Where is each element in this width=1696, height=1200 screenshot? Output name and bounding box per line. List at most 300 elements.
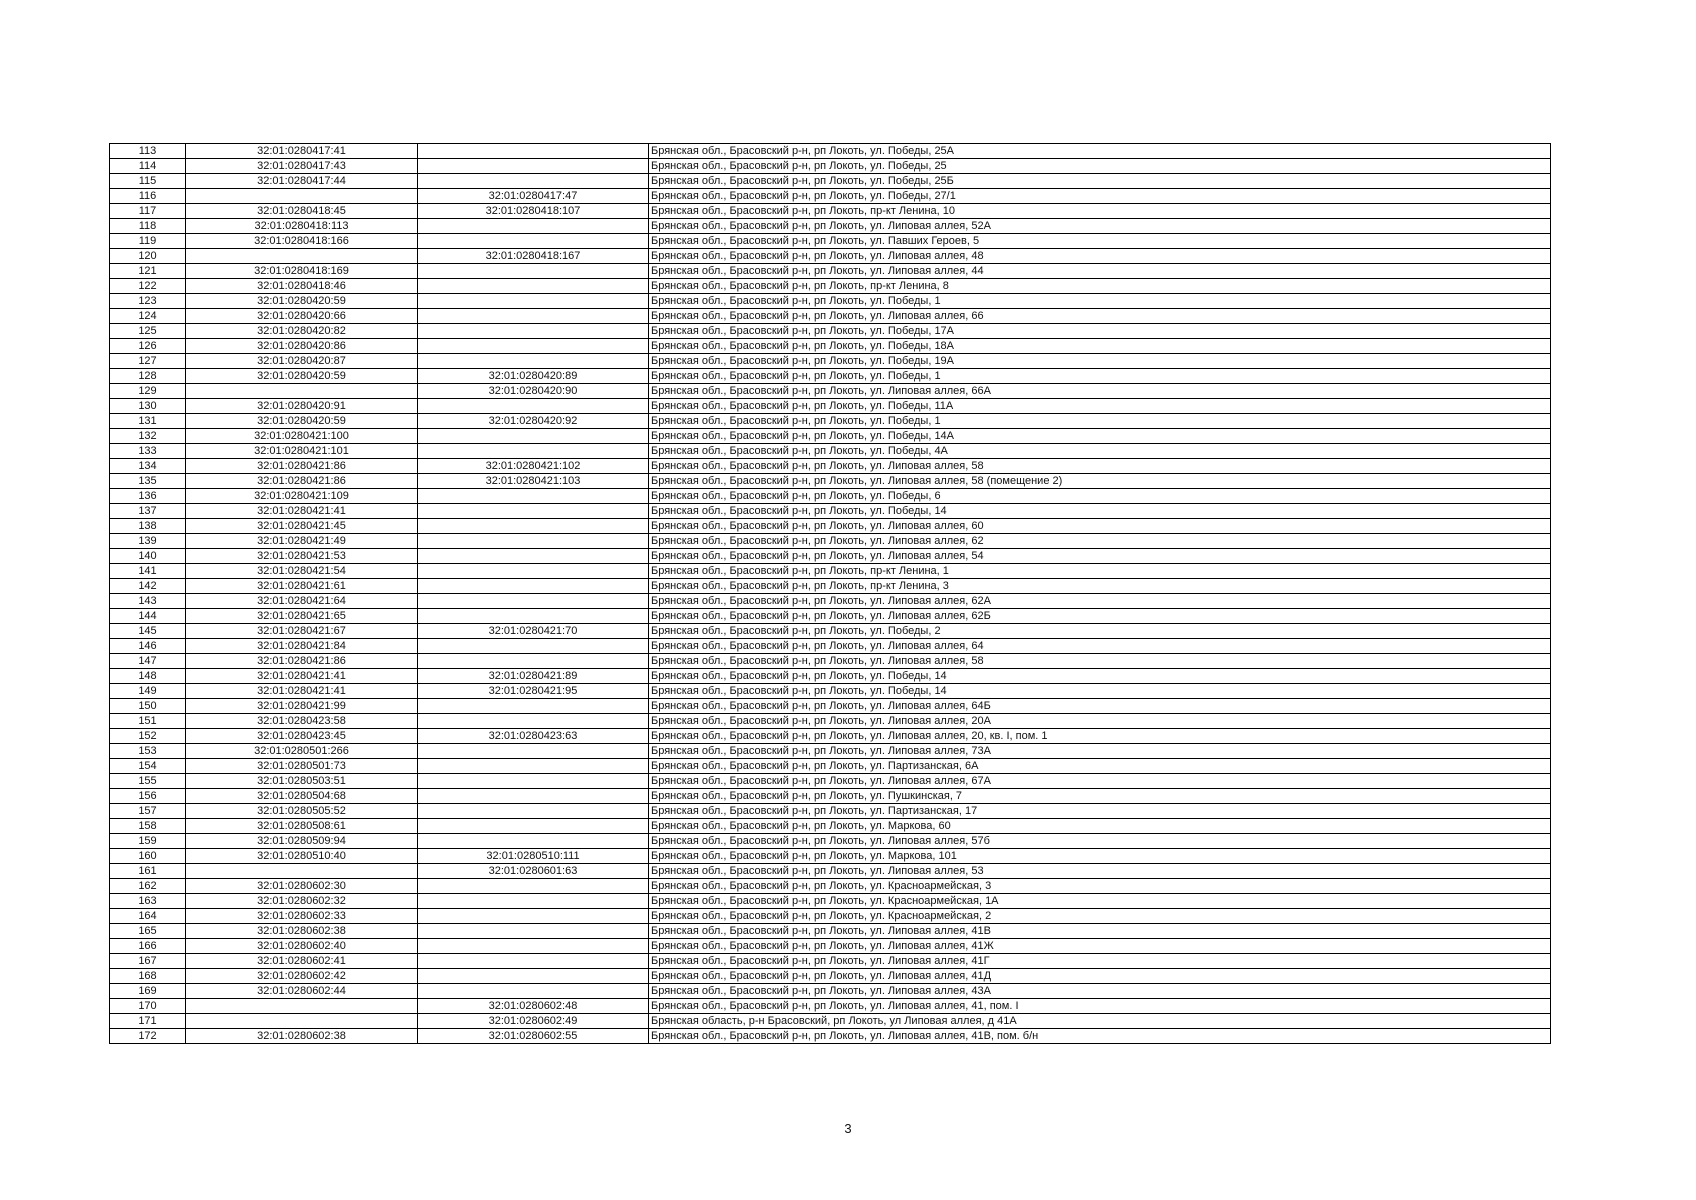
address-cell: Брянская обл., Брасовский р-н, рп Локоть, ул. Липовая аллея, 48	[649, 249, 1551, 264]
address-cell: Брянская обл., Брасовский р-н, рп Локоть, ул. Победы, 27/1	[649, 189, 1551, 204]
row-number-cell: 143	[110, 594, 186, 609]
address-cell: Брянская обл., Брасовский р-н, рп Локоть, ул. Победы, 18А	[649, 339, 1551, 354]
table-row	[110, 324, 1551, 339]
table-row	[110, 864, 1551, 879]
related-cadastral-number-cell	[418, 699, 649, 714]
address-cell: Брянская область, р-н Брасовский, рп Локоть, ул Липовая аллея, д 41А	[649, 1014, 1551, 1029]
cadastral-number-cell: 32:01:0280421:41	[186, 684, 418, 699]
page-number: 3	[844, 1121, 852, 1136]
related-cadastral-number-cell	[418, 954, 649, 969]
address-cell: Брянская обл., Брасовский р-н, рп Локоть, ул. Красноармейская, 3	[649, 879, 1551, 894]
related-cadastral-number-cell: 32:01:0280423:63	[418, 729, 649, 744]
cadastral-number-cell: 32:01:0280602:32	[186, 894, 418, 909]
related-cadastral-number-cell	[418, 564, 649, 579]
table-row	[110, 924, 1551, 939]
table-row	[110, 744, 1551, 759]
table-row	[110, 159, 1551, 174]
cadastral-number-cell: 32:01:0280420:59	[186, 294, 418, 309]
table-row	[110, 909, 1551, 924]
cadastral-number-cell: 32:01:0280420:87	[186, 354, 418, 369]
table-row	[110, 279, 1551, 294]
cadastral-number-cell: 32:01:0280421:41	[186, 669, 418, 684]
row-number-cell: 172	[110, 1029, 186, 1044]
cadastral-number-cell: 32:01:0280417:44	[186, 174, 418, 189]
row-number-cell: 119	[110, 234, 186, 249]
table-row	[110, 519, 1551, 534]
related-cadastral-number-cell	[418, 579, 649, 594]
address-cell: Брянская обл., Брасовский р-н, рп Локоть, ул. Победы, 1	[649, 369, 1551, 384]
row-number-cell: 120	[110, 249, 186, 264]
table-row	[110, 234, 1551, 249]
cadastral-number-cell: 32:01:0280421:86	[186, 459, 418, 474]
cadastral-number-cell: 32:01:0280418:169	[186, 264, 418, 279]
cadastral-number-cell: 32:01:0280602:33	[186, 909, 418, 924]
row-number-cell: 157	[110, 804, 186, 819]
row-number-cell: 129	[110, 384, 186, 399]
address-cell: Брянская обл., Брасовский р-н, рп Локоть, ул. Липовая аллея, 73А	[649, 744, 1551, 759]
row-number-cell: 121	[110, 264, 186, 279]
address-cell: Брянская обл., Брасовский р-н, рп Локоть, ул. Липовая аллея, 52А	[649, 219, 1551, 234]
cadastral-number-cell: 32:01:0280421:65	[186, 609, 418, 624]
address-cell: Брянская обл., Брасовский р-н, рп Локоть, ул. Маркова, 60	[649, 819, 1551, 834]
row-number-cell: 153	[110, 744, 186, 759]
table-row	[110, 954, 1551, 969]
address-cell: Брянская обл., Брасовский р-н, рп Локоть, ул. Победы, 25Б	[649, 174, 1551, 189]
address-cell: Брянская обл., Брасовский р-н, рп Локоть, ул. Липовая аллея, 54	[649, 549, 1551, 564]
address-cell: Брянская обл., Брасовский р-н, рп Локоть, ул. Липовая аллея, 43А	[649, 984, 1551, 999]
table-row	[110, 249, 1551, 264]
address-cell: Брянская обл., Брасовский р-н, рп Локоть, ул. Липовая аллея, 44	[649, 264, 1551, 279]
address-cell: Брянская обл., Брасовский р-н, рп Локоть, ул. Липовая аллея, 41Д	[649, 969, 1551, 984]
row-number-cell: 122	[110, 279, 186, 294]
row-number-cell: 130	[110, 399, 186, 414]
row-number-cell: 156	[110, 789, 186, 804]
row-number-cell: 127	[110, 354, 186, 369]
table-row	[110, 804, 1551, 819]
row-number-cell: 158	[110, 819, 186, 834]
table-row	[110, 339, 1551, 354]
related-cadastral-number-cell	[418, 174, 649, 189]
table-row	[110, 474, 1551, 489]
related-cadastral-number-cell	[418, 159, 649, 174]
table-row	[110, 759, 1551, 774]
cadastral-table	[109, 143, 1551, 1044]
address-cell: Брянская обл., Брасовский р-н, рп Локоть, ул. Партизанская, 17	[649, 804, 1551, 819]
table-body	[110, 144, 1551, 1044]
table-row	[110, 429, 1551, 444]
related-cadastral-number-cell	[418, 264, 649, 279]
cadastral-number-cell: 32:01:0280602:38	[186, 1029, 418, 1044]
cadastral-number-cell: 32:01:0280421:53	[186, 549, 418, 564]
address-cell: Брянская обл., Брасовский р-н, рп Локоть, ул. Липовая аллея, 41В	[649, 924, 1551, 939]
table-row	[110, 849, 1551, 864]
table-row	[110, 819, 1551, 834]
cadastral-number-cell: 32:01:0280421:86	[186, 474, 418, 489]
address-cell: Брянская обл., Брасовский р-н, рп Локоть, ул. Липовая аллея, 58	[649, 654, 1551, 669]
address-cell: Брянская обл., Брасовский р-н, рп Локоть, ул. Победы, 6	[649, 489, 1551, 504]
cadastral-number-cell: 32:01:0280421:109	[186, 489, 418, 504]
table-row	[110, 684, 1551, 699]
row-number-cell: 160	[110, 849, 186, 864]
address-cell: Брянская обл., Брасовский р-н, рп Локоть, ул. Липовая аллея, 41В, пом. б/н	[649, 1029, 1551, 1044]
table-row	[110, 414, 1551, 429]
related-cadastral-number-cell: 32:01:0280601:63	[418, 864, 649, 879]
row-number-cell: 163	[110, 894, 186, 909]
row-number-cell: 128	[110, 369, 186, 384]
address-cell: Брянская обл., Брасовский р-н, рп Локоть, ул. Липовая аллея, 41Г	[649, 954, 1551, 969]
related-cadastral-number-cell: 32:01:0280602:49	[418, 1014, 649, 1029]
address-cell: Брянская обл., Брасовский р-н, рп Локоть, ул. Липовая аллея, 41, пом. I	[649, 999, 1551, 1014]
related-cadastral-number-cell	[418, 609, 649, 624]
cadastral-number-cell: 32:01:0280417:41	[186, 144, 418, 159]
row-number-cell: 162	[110, 879, 186, 894]
table-row	[110, 459, 1551, 474]
related-cadastral-number-cell	[418, 399, 649, 414]
related-cadastral-number-cell: 32:01:0280420:89	[418, 369, 649, 384]
address-cell: Брянская обл., Брасовский р-н, рп Локоть, ул. Победы, 1	[649, 414, 1551, 429]
cadastral-number-cell	[186, 384, 418, 399]
address-cell: Брянская обл., Брасовский р-н, рп Локоть, ул. Победы, 25А	[649, 144, 1551, 159]
row-number-cell: 144	[110, 609, 186, 624]
table-row	[110, 714, 1551, 729]
row-number-cell: 161	[110, 864, 186, 879]
related-cadastral-number-cell	[418, 534, 649, 549]
address-cell: Брянская обл., Брасовский р-н, рп Локоть, ул. Липовая аллея, 62Б	[649, 609, 1551, 624]
row-number-cell: 145	[110, 624, 186, 639]
cadastral-number-cell: 32:01:0280509:94	[186, 834, 418, 849]
cadastral-number-cell: 32:01:0280503:51	[186, 774, 418, 789]
table-row	[110, 624, 1551, 639]
row-number-cell: 138	[110, 519, 186, 534]
cadastral-number-cell: 32:01:0280421:100	[186, 429, 418, 444]
row-number-cell: 116	[110, 189, 186, 204]
address-cell: Брянская обл., Брасовский р-н, рп Локоть, ул. Липовая аллея, 66А	[649, 384, 1551, 399]
row-number-cell: 149	[110, 684, 186, 699]
table-row	[110, 399, 1551, 414]
table-row	[110, 534, 1551, 549]
cadastral-number-cell	[186, 999, 418, 1014]
related-cadastral-number-cell: 32:01:0280420:92	[418, 414, 649, 429]
related-cadastral-number-cell	[418, 324, 649, 339]
address-cell: Брянская обл., Брасовский р-н, рп Локоть, ул. Липовая аллея, 67А	[649, 774, 1551, 789]
related-cadastral-number-cell	[418, 759, 649, 774]
row-number-cell: 154	[110, 759, 186, 774]
row-number-cell: 155	[110, 774, 186, 789]
row-number-cell: 170	[110, 999, 186, 1014]
related-cadastral-number-cell	[418, 879, 649, 894]
cadastral-number-cell	[186, 864, 418, 879]
related-cadastral-number-cell	[418, 774, 649, 789]
related-cadastral-number-cell	[418, 354, 649, 369]
table-row	[110, 699, 1551, 714]
table-row	[110, 444, 1551, 459]
address-cell: Брянская обл., Брасовский р-н, рп Локоть, ул. Павших Героев, 5	[649, 234, 1551, 249]
row-number-cell: 113	[110, 144, 186, 159]
table-row	[110, 894, 1551, 909]
table-row	[110, 654, 1551, 669]
row-number-cell: 164	[110, 909, 186, 924]
table-row	[110, 939, 1551, 954]
address-cell: Брянская обл., Брасовский р-н, рп Локоть, ул. Победы, 14А	[649, 429, 1551, 444]
address-cell: Брянская обл., Брасовский р-н, рп Локоть, ул. Маркова, 101	[649, 849, 1551, 864]
cadastral-number-cell: 32:01:0280420:82	[186, 324, 418, 339]
address-cell: Брянская обл., Брасовский р-н, рп Локоть, ул. Липовая аллея, 58 (помещение 2)	[649, 474, 1551, 489]
related-cadastral-number-cell	[418, 519, 649, 534]
related-cadastral-number-cell: 32:01:0280421:70	[418, 624, 649, 639]
cadastral-number-cell: 32:01:0280417:43	[186, 159, 418, 174]
cadastral-number-cell: 32:01:0280420:86	[186, 339, 418, 354]
cadastral-number-cell: 32:01:0280602:44	[186, 984, 418, 999]
related-cadastral-number-cell	[418, 429, 649, 444]
address-cell: Брянская обл., Брасовский р-н, рп Локоть, ул. Победы, 1	[649, 294, 1551, 309]
address-cell: Брянская обл., Брасовский р-н, рп Локоть, ул. Красноармейская, 1А	[649, 894, 1551, 909]
cadastral-number-cell: 32:01:0280504:68	[186, 789, 418, 804]
address-cell: Брянская обл., Брасовский р-н, рп Локоть, ул. Липовая аллея, 64Б	[649, 699, 1551, 714]
row-number-cell: 139	[110, 534, 186, 549]
related-cadastral-number-cell	[418, 744, 649, 759]
address-cell: Брянская обл., Брасовский р-н, рп Локоть, ул. Липовая аллея, 62А	[649, 594, 1551, 609]
address-cell: Брянская обл., Брасовский р-н, рп Локоть, ул. Липовая аллея, 66	[649, 309, 1551, 324]
address-cell: Брянская обл., Брасовский р-н, рп Локоть, ул. Победы, 19А	[649, 354, 1551, 369]
row-number-cell: 142	[110, 579, 186, 594]
row-number-cell: 117	[110, 204, 186, 219]
cadastral-number-cell: 32:01:0280420:66	[186, 309, 418, 324]
table-row	[110, 354, 1551, 369]
row-number-cell: 151	[110, 714, 186, 729]
related-cadastral-number-cell	[418, 234, 649, 249]
cadastral-number-cell: 32:01:0280418:46	[186, 279, 418, 294]
table-row	[110, 1029, 1551, 1044]
address-cell: Брянская обл., Брасовский р-н, рп Локоть, пр-кт Ленина, 3	[649, 579, 1551, 594]
address-cell: Брянская обл., Брасовский р-н, рп Локоть, ул. Липовая аллея, 41Ж	[649, 939, 1551, 954]
cadastral-number-cell: 32:01:0280421:84	[186, 639, 418, 654]
related-cadastral-number-cell: 32:01:0280418:107	[418, 204, 649, 219]
related-cadastral-number-cell	[418, 594, 649, 609]
table-row	[110, 489, 1551, 504]
cadastral-number-cell: 32:01:0280505:52	[186, 804, 418, 819]
related-cadastral-number-cell	[418, 789, 649, 804]
related-cadastral-number-cell: 32:01:0280602:48	[418, 999, 649, 1014]
table-row	[110, 504, 1551, 519]
table-row	[110, 594, 1551, 609]
row-number-cell: 165	[110, 924, 186, 939]
row-number-cell: 118	[110, 219, 186, 234]
cadastral-number-cell: 32:01:0280418:166	[186, 234, 418, 249]
table-row	[110, 774, 1551, 789]
related-cadastral-number-cell	[418, 309, 649, 324]
cadastral-number-cell	[186, 1014, 418, 1029]
row-number-cell: 140	[110, 549, 186, 564]
row-number-cell: 147	[110, 654, 186, 669]
table-row	[110, 609, 1551, 624]
address-cell: Брянская обл., Брасовский р-н, рп Локоть, пр-кт Ленина, 10	[649, 204, 1551, 219]
related-cadastral-number-cell	[418, 144, 649, 159]
address-cell: Брянская обл., Брасовский р-н, рп Локоть, пр-кт Ленина, 8	[649, 279, 1551, 294]
row-number-cell: 134	[110, 459, 186, 474]
table-row	[110, 384, 1551, 399]
table-row	[110, 984, 1551, 999]
address-cell: Брянская обл., Брасовский р-н, рп Локоть, ул. Липовая аллея, 20, кв. I, пом. 1	[649, 729, 1551, 744]
cadastral-number-cell: 32:01:0280420:59	[186, 414, 418, 429]
row-number-cell: 169	[110, 984, 186, 999]
related-cadastral-number-cell: 32:01:0280510:111	[418, 849, 649, 864]
address-cell: Брянская обл., Брасовский р-н, рп Локоть, ул. Победы, 17А	[649, 324, 1551, 339]
cadastral-number-cell: 32:01:0280423:45	[186, 729, 418, 744]
related-cadastral-number-cell	[418, 219, 649, 234]
related-cadastral-number-cell	[418, 894, 649, 909]
cadastral-number-cell: 32:01:0280418:113	[186, 219, 418, 234]
row-number-cell: 168	[110, 969, 186, 984]
table-row	[110, 999, 1551, 1014]
row-number-cell: 123	[110, 294, 186, 309]
table-row	[110, 834, 1551, 849]
row-number-cell: 124	[110, 309, 186, 324]
related-cadastral-number-cell	[418, 339, 649, 354]
related-cadastral-number-cell	[418, 294, 649, 309]
cadastral-number-cell: 32:01:0280423:58	[186, 714, 418, 729]
related-cadastral-number-cell	[418, 909, 649, 924]
related-cadastral-number-cell	[418, 504, 649, 519]
related-cadastral-number-cell	[418, 714, 649, 729]
cadastral-number-cell	[186, 189, 418, 204]
related-cadastral-number-cell	[418, 489, 649, 504]
related-cadastral-number-cell	[418, 654, 649, 669]
row-number-cell: 166	[110, 939, 186, 954]
cadastral-number-cell: 32:01:0280421:86	[186, 654, 418, 669]
cadastral-number-cell: 32:01:0280418:45	[186, 204, 418, 219]
related-cadastral-number-cell	[418, 804, 649, 819]
cadastral-number-cell: 32:01:0280501:73	[186, 759, 418, 774]
row-number-cell: 141	[110, 564, 186, 579]
row-number-cell: 126	[110, 339, 186, 354]
cadastral-number-cell: 32:01:0280602:38	[186, 924, 418, 939]
row-number-cell: 131	[110, 414, 186, 429]
address-cell: Брянская обл., Брасовский р-н, рп Локоть, ул. Победы, 11А	[649, 399, 1551, 414]
cadastral-number-cell: 32:01:0280602:40	[186, 939, 418, 954]
address-cell: Брянская обл., Брасовский р-н, рп Локоть, ул. Победы, 14	[649, 684, 1551, 699]
address-cell: Брянская обл., Брасовский р-н, рп Локоть, ул. Липовая аллея, 57б	[649, 834, 1551, 849]
address-cell: Брянская обл., Брасовский р-н, рп Локоть, ул. Липовая аллея, 64	[649, 639, 1551, 654]
table-row	[110, 144, 1551, 159]
table-row	[110, 639, 1551, 654]
related-cadastral-number-cell: 32:01:0280421:103	[418, 474, 649, 489]
related-cadastral-number-cell: 32:01:0280421:102	[418, 459, 649, 474]
row-number-cell: 137	[110, 504, 186, 519]
cadastral-number-cell: 32:01:0280421:41	[186, 504, 418, 519]
table-row	[110, 669, 1551, 684]
table-row	[110, 729, 1551, 744]
related-cadastral-number-cell	[418, 924, 649, 939]
cadastral-number-cell: 32:01:0280602:41	[186, 954, 418, 969]
address-cell: Брянская обл., Брасовский р-н, рп Локоть, ул. Победы, 25	[649, 159, 1551, 174]
related-cadastral-number-cell	[418, 549, 649, 564]
row-number-cell: 132	[110, 429, 186, 444]
cadastral-number-cell: 32:01:0280421:99	[186, 699, 418, 714]
table-row	[110, 1014, 1551, 1029]
cadastral-number-cell: 32:01:0280421:64	[186, 594, 418, 609]
related-cadastral-number-cell	[418, 639, 649, 654]
related-cadastral-number-cell: 32:01:0280417:47	[418, 189, 649, 204]
cadastral-number-cell: 32:01:0280501:266	[186, 744, 418, 759]
row-number-cell: 114	[110, 159, 186, 174]
table-row	[110, 369, 1551, 384]
cadastral-number-cell	[186, 249, 418, 264]
address-cell: Брянская обл., Брасовский р-н, рп Локоть, ул. Партизанская, 6А	[649, 759, 1551, 774]
table-row	[110, 204, 1551, 219]
cadastral-number-cell: 32:01:0280421:54	[186, 564, 418, 579]
related-cadastral-number-cell	[418, 939, 649, 954]
row-number-cell: 171	[110, 1014, 186, 1029]
cadastral-number-cell: 32:01:0280421:101	[186, 444, 418, 459]
related-cadastral-number-cell: 32:01:0280421:95	[418, 684, 649, 699]
cadastral-number-cell: 32:01:0280510:40	[186, 849, 418, 864]
row-number-cell: 133	[110, 444, 186, 459]
cadastral-number-cell: 32:01:0280421:45	[186, 519, 418, 534]
table-row	[110, 969, 1551, 984]
table-row	[110, 789, 1551, 804]
related-cadastral-number-cell: 32:01:0280420:90	[418, 384, 649, 399]
table-row	[110, 579, 1551, 594]
address-cell: Брянская обл., Брасовский р-н, рп Локоть, ул. Пушкинская, 7	[649, 789, 1551, 804]
row-number-cell: 146	[110, 639, 186, 654]
related-cadastral-number-cell	[418, 834, 649, 849]
table-row	[110, 174, 1551, 189]
address-cell: Брянская обл., Брасовский р-н, рп Локоть, ул. Победы, 14	[649, 504, 1551, 519]
cadastral-number-cell: 32:01:0280421:61	[186, 579, 418, 594]
row-number-cell: 115	[110, 174, 186, 189]
address-cell: Брянская обл., Брасовский р-н, рп Локоть, ул. Красноармейская, 2	[649, 909, 1551, 924]
table-row	[110, 219, 1551, 234]
row-number-cell: 135	[110, 474, 186, 489]
cadastral-number-cell: 32:01:0280602:30	[186, 879, 418, 894]
related-cadastral-number-cell: 32:01:0280418:167	[418, 249, 649, 264]
cadastral-number-cell: 32:01:0280421:49	[186, 534, 418, 549]
address-cell: Брянская обл., Брасовский р-н, рп Локоть, ул. Победы, 2	[649, 624, 1551, 639]
cadastral-number-cell: 32:01:0280420:91	[186, 399, 418, 414]
related-cadastral-number-cell	[418, 279, 649, 294]
table-row	[110, 309, 1551, 324]
table-row	[110, 549, 1551, 564]
table-row	[110, 264, 1551, 279]
row-number-cell: 152	[110, 729, 186, 744]
row-number-cell: 148	[110, 669, 186, 684]
table-row	[110, 294, 1551, 309]
row-number-cell: 159	[110, 834, 186, 849]
address-cell: Брянская обл., Брасовский р-н, рп Локоть, ул. Липовая аллея, 20А	[649, 714, 1551, 729]
related-cadastral-number-cell	[418, 819, 649, 834]
table-row	[110, 879, 1551, 894]
address-cell: Брянская обл., Брасовский р-н, рп Локоть, пр-кт Ленина, 1	[649, 564, 1551, 579]
related-cadastral-number-cell	[418, 969, 649, 984]
address-cell: Брянская обл., Брасовский р-н, рп Локоть, ул. Победы, 4А	[649, 444, 1551, 459]
table-row	[110, 564, 1551, 579]
row-number-cell: 136	[110, 489, 186, 504]
address-cell: Брянская обл., Брасовский р-н, рп Локоть, ул. Липовая аллея, 62	[649, 534, 1551, 549]
row-number-cell: 167	[110, 954, 186, 969]
table-row	[110, 189, 1551, 204]
address-cell: Брянская обл., Брасовский р-н, рп Локоть, ул. Победы, 14	[649, 669, 1551, 684]
related-cadastral-number-cell	[418, 444, 649, 459]
address-cell: Брянская обл., Брасовский р-н, рп Локоть, ул. Липовая аллея, 60	[649, 519, 1551, 534]
cadastral-number-cell: 32:01:0280420:59	[186, 369, 418, 384]
cadastral-number-cell: 32:01:0280602:42	[186, 969, 418, 984]
address-cell: Брянская обл., Брасовский р-н, рп Локоть, ул. Липовая аллея, 53	[649, 864, 1551, 879]
related-cadastral-number-cell: 32:01:0280602:55	[418, 1029, 649, 1044]
address-cell: Брянская обл., Брасовский р-н, рп Локоть, ул. Липовая аллея, 58	[649, 459, 1551, 474]
cadastral-number-cell: 32:01:0280508:61	[186, 819, 418, 834]
row-number-cell: 150	[110, 699, 186, 714]
cadastral-number-cell: 32:01:0280421:67	[186, 624, 418, 639]
